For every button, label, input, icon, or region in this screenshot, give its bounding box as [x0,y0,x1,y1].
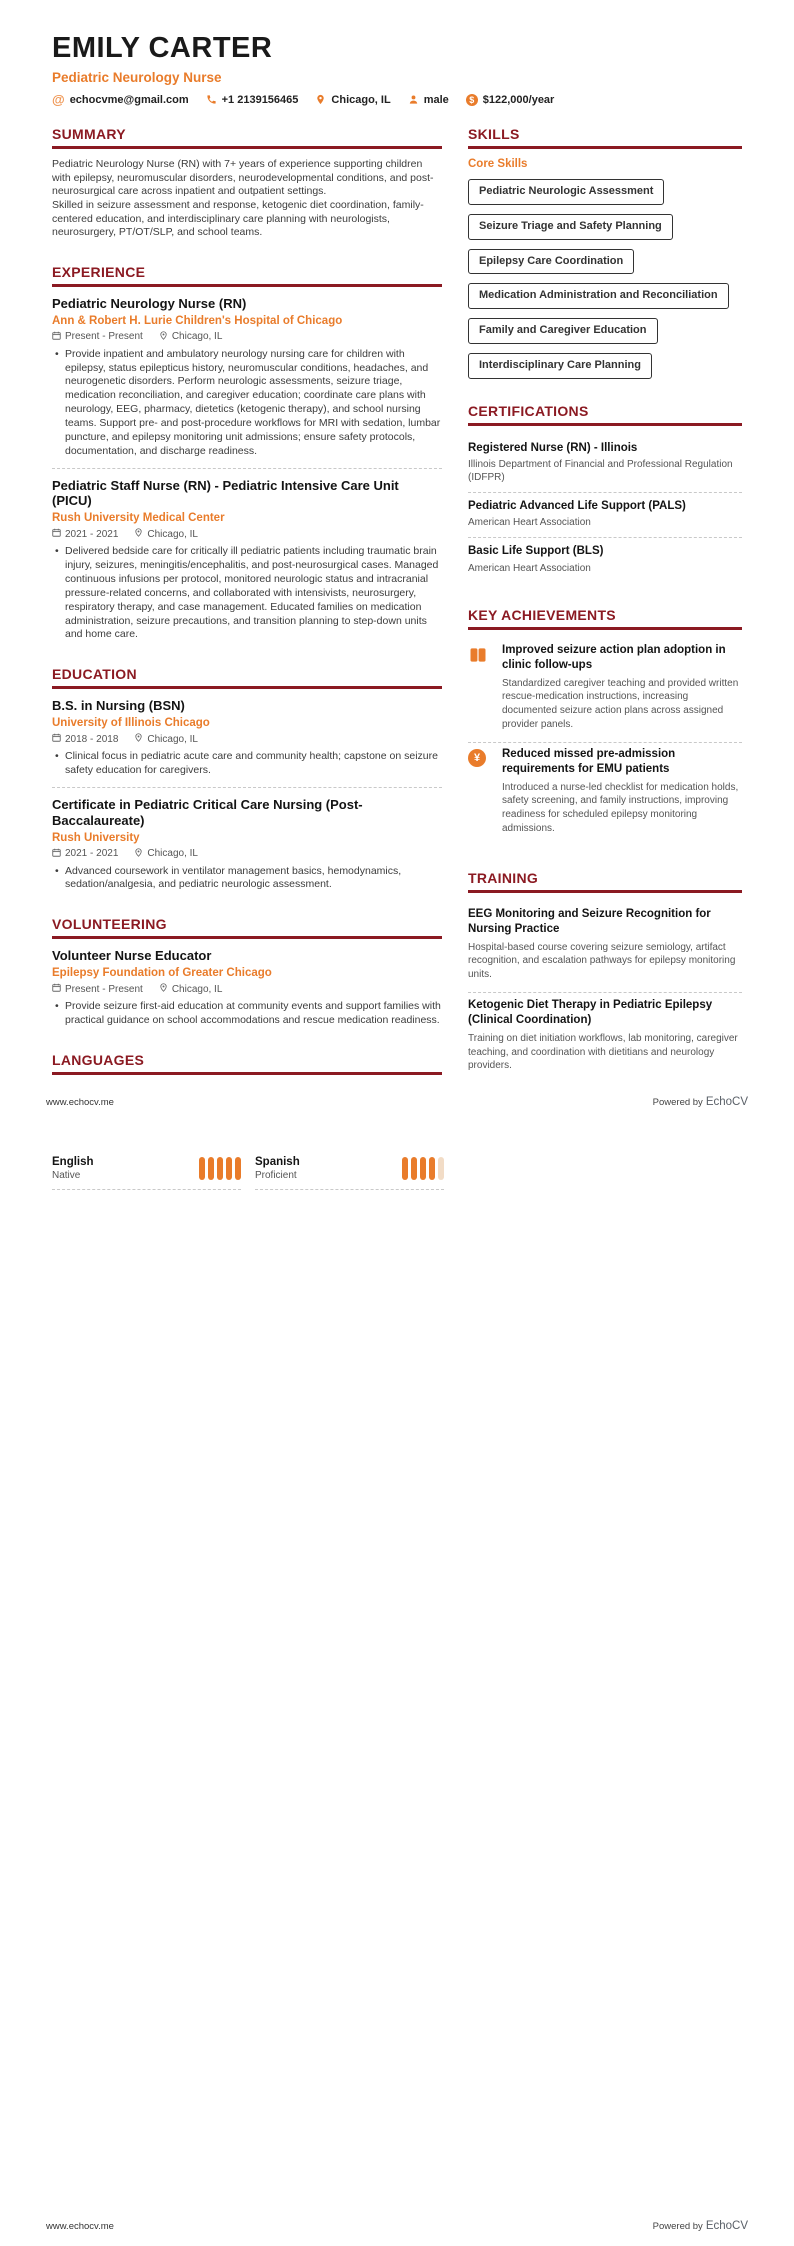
certification-item [468,435,742,493]
skill-chips [468,179,742,379]
summary-paragraph: Skilled in seizure assessment and response, ketogenic diet coordination, family-centered education, and interdisciplinary care planning with neurologists, neurosurgery, PT/OT/SLP, and school teams. [52,198,424,239]
training-description: Training on diet initiation workflows, lab monitoring, caregiver teaching, and coordination with dietitians and neurology providers. [468,1032,738,1072]
contact-phone[interactable] [206,94,299,106]
achievement-item [468,639,742,743]
certification-name: Registered Nurse (RN) - Illinois [468,441,638,454]
job-location: Chicago, IL [134,528,198,540]
pin-icon [134,733,143,745]
skills-heading: SKILLS [468,126,742,149]
certifications-heading: CERTIFICATIONS [468,403,742,426]
training-heading: TRAINING [468,870,742,893]
certification-item [468,538,742,582]
education-heading: EDUCATION [52,666,442,689]
job-bullet: • Delivered bedside care for critically ill pediatric patients including traumatic brain injury, seizures, meningitis/encephalitis, and post-neurosurgical cases. Managed continuous infusions per protocol, monitored neurologic status and intracranial pressure-related concerns, and collaborated with intensivists, neurosurgery, respiratory therapy, and case management. Educated families on medication administration, seizure precautions, and transition planning to step-down units and home care. [65,545,442,642]
experience-entry [52,296,442,459]
location-icon [315,94,326,105]
skill-chip: Interdisciplinary Care Planning [468,353,652,379]
calendar-icon [52,983,61,995]
volunteer-meta [52,983,442,995]
job-dates: 2021 - 2021 [52,528,118,540]
job-meta [52,331,442,343]
volunteer-bullet: • Provide seizure first-aid education at community events and support families with practical guidance on school accommodations and rescue medication readiness. [65,1000,442,1028]
summary-section [52,126,442,240]
email-icon: @ [52,92,65,107]
job-title: Pediatric Neurology Nurse (RN) [52,295,247,311]
language-item [255,1156,444,1190]
contact-salary-text: $122,000/year [482,93,555,106]
contact-email-text: echocvme@gmail.com [69,93,189,106]
training-item [468,902,742,993]
pin-icon [134,848,143,860]
languages-section [52,1052,442,1075]
education-meta [52,848,442,860]
certification-name: Pediatric Advanced Life Support (PALS) [468,499,686,512]
education-bullets [52,750,442,778]
pin-icon [159,331,168,343]
job-bullet: • Provide inpatient and ambulatory neurology nursing care for children with epilepsy, status epilepticus history, neuromuscular conditions, headaches, and neurogenetic disorders. Perform neurologic assessments, seizure triage, medication reconciliation, and caregiver education; coordinate care plans with neurology, EEG, pharmacy, dietetics (ketogenic therapy), and school nursing teams. Support pre- and post-procedure workflows for MRI with sedation, lumbar puncture, and epilepsy monitoring unit admissions; ensure safety protocols, documentation, and discharge readiness. [65,348,442,459]
divider [52,468,442,469]
volunteering-entry [52,948,442,1028]
footer-site-link[interactable]: www.echocv.me [46,1097,114,1108]
certification-item [468,493,742,538]
contact-phone-text: +1 2139156465 [221,93,299,106]
person-icon [408,94,419,105]
contact-location [315,94,390,106]
calendar-icon [52,528,61,540]
footer-brand: EchoCV [705,2220,748,2232]
language-labels [52,1156,94,1181]
volunteer-location: Chicago, IL [159,983,223,995]
certification-issuer: American Heart Association [468,562,591,574]
education-entry [52,797,442,892]
degree-title: Certificate in Pediatric Critical Care Nursing (Post-Baccalaureate) [52,796,363,828]
experience-entry [52,478,442,643]
job-bullets [52,348,442,459]
divider [52,787,442,788]
certifications-section [468,403,742,583]
training-section [468,870,742,1084]
skill-chip: Family and Caregiver Education [468,318,658,344]
volunteering-section [52,916,442,1028]
page-footer [46,1096,748,1108]
calendar-icon [52,733,61,745]
languages-heading: LANGUAGES [52,1052,442,1075]
yen-coin-icon: ¥ [468,747,492,836]
volunteer-role: Volunteer Nurse Educator [52,948,212,964]
training-title: Ketogenic Diet Therapy in Pediatric Epilepsy (Clinical Coordination) [468,999,713,1026]
training-item [468,993,742,1083]
certification-name: Basic Life Support (BLS) [468,545,604,558]
job-location: Chicago, IL [159,331,223,343]
right-column [468,126,742,1107]
language-level: Native [52,1170,81,1181]
footer-powered-prefix: Powered by [652,1097,703,1108]
achievement-body [502,747,742,836]
achievements-section [468,607,742,846]
certification-issuer: Illinois Department of Financial and Professional Regulation (IDFPR) [468,458,733,483]
contact-gender-text: male [423,93,449,106]
education-location: Chicago, IL [134,733,198,745]
left-column [52,126,442,1107]
phone-icon [206,94,217,105]
candidate-name: EMILY CARTER [52,32,273,64]
job-company: Ann & Robert H. Lurie Children's Hospital of Chicago [52,314,343,327]
education-bullets [52,865,442,893]
education-dates: 2021 - 2021 [52,848,118,860]
education-bullet: • Clinical focus in pediatric acute care and community health; capstone on seizure safety education for caregivers. [65,750,442,778]
contact-location-text: Chicago, IL [331,93,391,106]
education-section [52,666,442,892]
footer-powered [653,2220,748,2232]
language-item [52,1156,241,1190]
language-name: Spanish [255,1156,300,1168]
contact-gender [408,94,449,106]
calendar-icon [52,331,61,343]
achievement-item [468,743,742,846]
skills-group-label: Core Skills [468,158,528,170]
footer-site-link[interactable]: www.echocv.me [46,2221,114,2232]
training-description: Hospital-based course covering seizure semiology, artifact recognition, and escalation pathways for epilepsy monitoring units. [468,941,736,981]
language-level: Proficient [255,1170,297,1181]
language-proficiency-bars [199,1157,241,1180]
pin-icon [134,528,143,540]
job-bullets [52,545,442,642]
skills-section [468,126,742,379]
skill-chip: Epilepsy Care Coordination [468,249,634,275]
experience-section [52,264,442,642]
achievement-description: Standardized caregiver teaching and provided written rescue-medication instructions, increasing documented seizure action plans across assigned provider panels. [502,677,739,730]
job-dates: Present - Present [52,331,143,343]
skill-chip: Seizure Triage and Safety Planning [468,214,673,240]
education-bullet: • Advanced coursework in ventilator management basics, hemodynamics, sedation/analgesia, and pediatric neurologic assessment. [65,865,442,893]
page-footer [46,2220,748,2232]
volunteer-bullets [52,1000,442,1028]
job-company: Rush University Medical Center [52,512,225,525]
education-meta [52,733,442,745]
language-name: English [52,1156,94,1168]
resume-header [52,32,742,107]
achievement-title: Improved seizure action plan adoption in clinic follow-ups [502,643,726,671]
school-name: Rush University [52,831,140,844]
language-labels [255,1156,300,1181]
skill-chip: Pediatric Neurologic Assessment [468,179,664,205]
salary-icon: $ [466,94,478,106]
achievement-title: Reduced missed pre-admission requirements for EMU patients [502,747,676,775]
summary-heading: SUMMARY [52,126,442,149]
training-title: EEG Monitoring and Seizure Recognition for Nursing Practice [468,907,711,935]
volunteer-dates: Present - Present [52,983,143,995]
candidate-job-title: Pediatric Neurology Nurse [52,70,222,85]
degree-title: B.S. in Nursing (BSN) [52,698,185,714]
open-book-icon [468,643,492,732]
education-location: Chicago, IL [134,848,198,860]
certification-issuer: American Heart Association [468,517,591,529]
languages-list [52,1156,444,1190]
footer-powered [653,1096,748,1108]
school-name: University of Illinois Chicago [52,717,210,730]
footer-powered-prefix: Powered by [652,2221,703,2232]
achievements-heading: KEY ACHIEVEMENTS [468,607,742,630]
language-proficiency-bars [402,1157,444,1180]
volunteer-org: Epilepsy Foundation of Greater Chicago [52,967,272,980]
job-title: Pediatric Staff Nurse (RN) - Pediatric Intensive Care Unit (PICU) [52,477,399,509]
education-dates: 2018 - 2018 [52,733,118,745]
education-entry [52,698,442,778]
achievement-body [502,643,742,732]
contact-row [52,92,742,107]
contact-salary [466,94,555,106]
calendar-icon [52,848,61,860]
summary-paragraph: Pediatric Neurology Nurse (RN) with 7+ years of experience supporting children with epilepsy, neuromuscular disorders, neurodevelopmental conditions, and post-neurosurgical care across inpatient and outpatient settings. [52,158,434,198]
footer-brand: EchoCV [705,1096,748,1108]
contact-email[interactable] [52,92,189,107]
content-columns [52,126,742,1107]
skill-chip: Medication Administration and Reconciliation [468,283,729,309]
pin-icon [159,983,168,995]
volunteering-heading: VOLUNTEERING [52,916,442,939]
achievement-description: Introduced a nurse-led checklist for medication holds, safety screening, and family instructions, improving readiness for scheduled epilepsy monitoring admissions. [502,781,739,834]
job-meta [52,528,442,540]
experience-heading: EXPERIENCE [52,264,442,287]
